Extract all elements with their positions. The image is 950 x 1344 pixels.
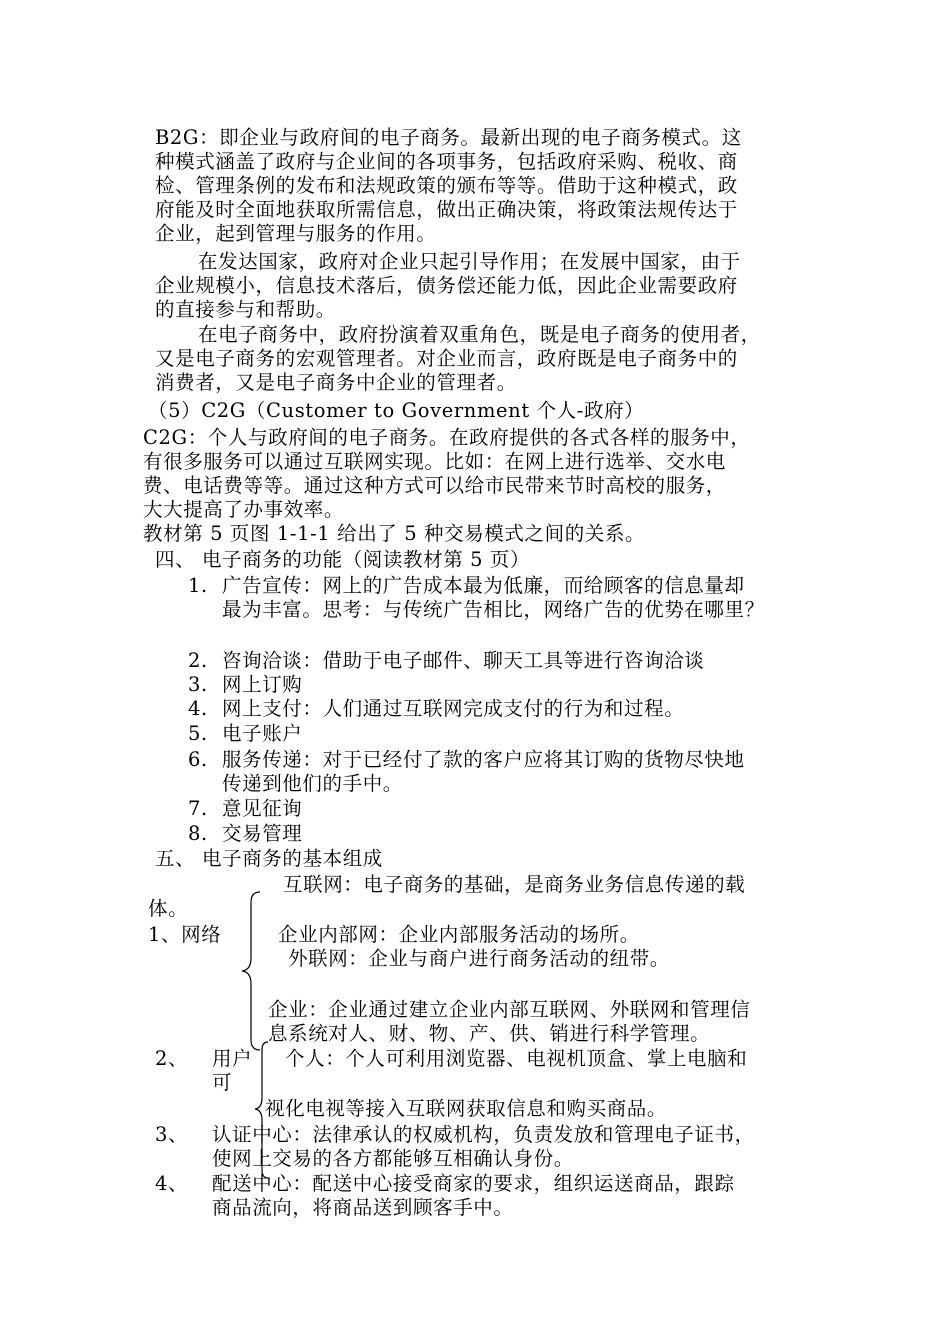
extranet-text: 外联网：企业与商户进行商务活动的纽带。 (288, 947, 670, 970)
function-item-6-line-2: 传递到他们的手中。 (222, 772, 403, 795)
intranet-text: 企业内部网：企业内部服务活动的场所。 (278, 923, 640, 946)
individual-line-2: 视化电视等接入互联网获取信息和购买商品。 (265, 1097, 668, 1120)
ca-line-2: 使网上交易的各方都能够互相确认身份。 (212, 1147, 574, 1170)
delivery-line-2: 商品流向，将商品送到顾客手中。 (212, 1196, 514, 1219)
function-item-6-line-1: 服务传递：对于已经付了款的客户应将其订购的货物尽快地 (222, 748, 745, 771)
enterprise-line-1: 企业：企业通过建立企业内部互联网、外联网和管理信 (268, 998, 751, 1021)
section4-heading: 四、 电子商务的功能（阅读教材第 5 页） (155, 548, 531, 571)
ca-num: 3、 (155, 1123, 189, 1146)
c2g-line-4: 大大提高了办事效率。 (143, 498, 345, 521)
function-item-8: 交易管理 (222, 822, 303, 845)
function-item-2: 咨询洽谈：借助于电子邮件、聊天工具等进行咨询洽谈 (222, 649, 705, 672)
c2g-line-3: 费、电话费等等。通过这种方式可以给市民带来节时高校的服务， (143, 474, 726, 497)
ca-line-1: 认证中心：法律承认的权威机构，负责发放和管理电子证书， (212, 1123, 755, 1146)
section5-heading: 五、 电子商务的基本组成 (155, 847, 383, 870)
c2g-line-2: 有很多服务可以通过互联网实现。比如：在网上进行选举、交水电 (143, 450, 726, 473)
internet-line-1: 互联网：电子商务的基础，是商务业务信息传递的载 (283, 873, 746, 896)
b2g-para2-line-2: 又是电子商务的宏观管理者。对企业而言，政府既是电子商务中的 (155, 347, 738, 370)
users-num: 2、 (155, 1047, 189, 1070)
function-num-4: 4. (188, 697, 208, 720)
network-label: 1、网络 (148, 923, 222, 946)
internet-line-2: 体。 (148, 897, 189, 920)
function-item-5: 电子账户 (222, 722, 303, 745)
function-item-4: 网上支付：人们通过互联网完成支付的行为和过程。 (222, 697, 685, 720)
b2g-line-1: B2G：即企业与政府间的电子商务。最新出现的电子商务模式。这 (155, 126, 742, 149)
individual-line-1: 个人：个人可利用浏览器、电视机顶盒、掌上电脑和 (285, 1047, 748, 1070)
function-item-7: 意见征询 (222, 797, 303, 820)
function-item-1-line-2: 最为丰富。思考：与传统广告相比，网络广告的优势在哪里？ (222, 598, 765, 621)
function-num-2: 2. (188, 649, 208, 672)
users-label-line-1: 用户 (212, 1047, 253, 1070)
network-brace (236, 890, 266, 1052)
function-num-7: 7. (188, 797, 208, 820)
b2g-line-4: 府能及时全面地获取所需信息，做出正确决策，将政策法规传达于 (155, 198, 738, 221)
function-num-1: 1. (188, 574, 208, 597)
b2g-line-5: 企业，起到管理与服务的作用。 (155, 222, 437, 245)
users-label-line-2: 可 (212, 1071, 233, 1094)
function-num-8: 8. (188, 822, 208, 845)
users-brace (250, 1040, 272, 1180)
delivery-line-1: 配送中心：配送中心接受商家的要求，组织运送商品，跟踪 (212, 1172, 735, 1195)
delivery-num: 4、 (155, 1172, 189, 1195)
c2g-line-1: C2G：个人与政府间的电子商务。在政府提供的各式各样的服务中， (143, 426, 751, 449)
b2g-para1-line-3: 的直接参与和帮助。 (155, 298, 336, 321)
function-num-5: 5. (188, 722, 208, 745)
enterprise-line-2: 息系统对人、财、物、产、供、销进行科学管理。 (268, 1022, 711, 1045)
function-num-6: 6. (188, 748, 208, 771)
function-num-3: 3. (188, 673, 208, 696)
b2g-para1-line-2: 企业规模小，信息技术落后，债务偿还能力低，因此企业需要政府 (155, 274, 738, 297)
b2g-para2-line-1: 在电子商务中，政府扮演着双重角色，既是电子商务的使用者， (198, 323, 761, 346)
function-item-3: 网上订购 (222, 673, 303, 696)
b2g-line-3: 检、管理条例的发布和法规政策的颁布等等。借助于这种模式，政 (155, 174, 738, 197)
function-item-1-line-1: 广告宣传：网上的广告成本最为低廉，而给顾客的信息量却 (222, 574, 745, 597)
figure-note: 教材第 5 页图 1-1-1 给出了 5 种交易模式之间的关系。 (143, 522, 646, 545)
b2g-para2-line-3: 消费者，又是电子商务中企业的管理者。 (155, 371, 517, 394)
b2g-line-2: 种模式涵盖了政府与企业间的各项事务，包括政府采购、税收、商 (155, 150, 738, 173)
c2g-heading: （5）C2G（Customer to Government 个人-政府） (148, 399, 645, 422)
b2g-para1-line-1: 在发达国家，政府对企业只起引导作用；在发展中国家，由于 (198, 250, 741, 273)
